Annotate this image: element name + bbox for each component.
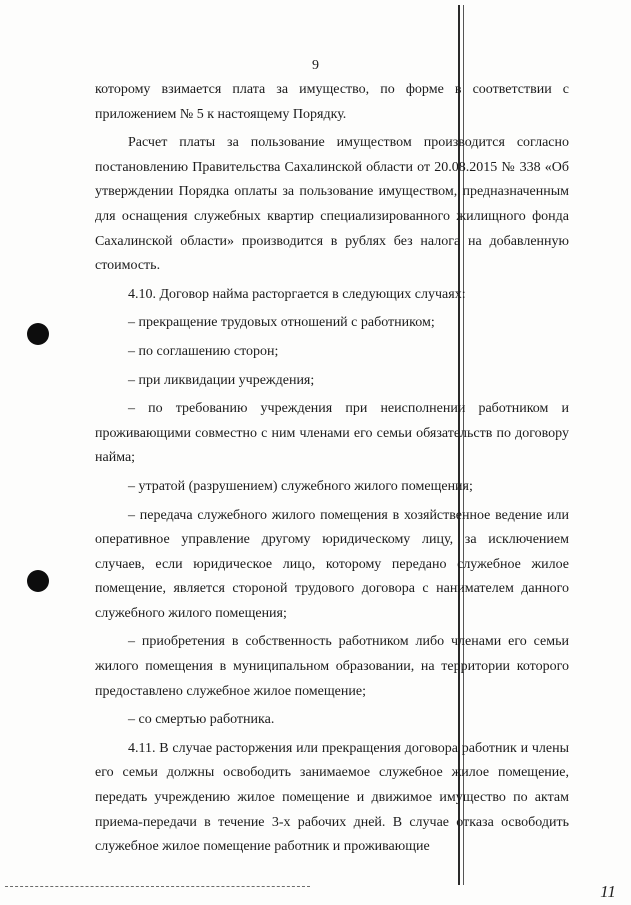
paragraph: 4.10. Договор найма расторгается в следующих случаях: bbox=[128, 286, 466, 302]
page-number: 9 bbox=[312, 58, 319, 73]
list-item: – передача служебного жилого помещения в хозяйственное ведение или оперативное управление другому юридическому лицу, за исключением случаев, если юридическое лицо, которому передано служебное жилое помещение, является стороной трудового договора с нанимателем данного служебного жилого помещения; bbox=[95, 507, 569, 621]
footer-line bbox=[5, 886, 310, 887]
list-item: – по требованию учреждения при неисполнении работником и проживающими совместно с ним членами его семьи обязательств по договору найма; bbox=[95, 401, 569, 466]
paragraph: Расчет платы за пользование имуществом производится согласно постановлению Правительства Сахалинской области от 20.08.2015 № 338 «Об утверждении Порядка оплаты за пользование имуществом, предназначенным для оснащения служебных квартир специализированного жилищного фонда Сахалинской области» производится в рублях без налога на добавленную стоимость. bbox=[95, 135, 569, 274]
punch-hole bbox=[27, 323, 49, 345]
punch-hole bbox=[27, 570, 49, 592]
sheet-number: 11 bbox=[600, 882, 616, 901]
list-item: – приобретения в собственность работником либо членами его семьи жилого помещения в муниципальном образовании, на территории которого предоставлено служебное жилое помещение; bbox=[95, 634, 569, 699]
list-item: – при ликвидации учреждения; bbox=[128, 372, 315, 388]
list-item: – со смертью работника. bbox=[128, 712, 275, 728]
list-item: – утратой (разрушением) служебного жилого помещения; bbox=[128, 478, 473, 494]
list-item: – прекращение трудовых отношений с работником; bbox=[128, 315, 435, 331]
paragraph: которому взимается плата за имущество, по форме в соответствии с приложением № 5 к настоящему Порядку. bbox=[95, 82, 569, 122]
list-item: – по соглашению сторон; bbox=[128, 343, 279, 359]
paragraph: 4.11. В случае расторжения или прекращения договора работник и члены его семьи должны освободить занимаемое служебное жилое помещение, передать учреждению жилое помещение и движимое имущество по актам приема-передачи в течение 3-х рабочих дней. В случае отказа освободить служебное жилое помещение работник и проживающие bbox=[95, 740, 569, 855]
document-body bbox=[95, 78, 569, 860]
